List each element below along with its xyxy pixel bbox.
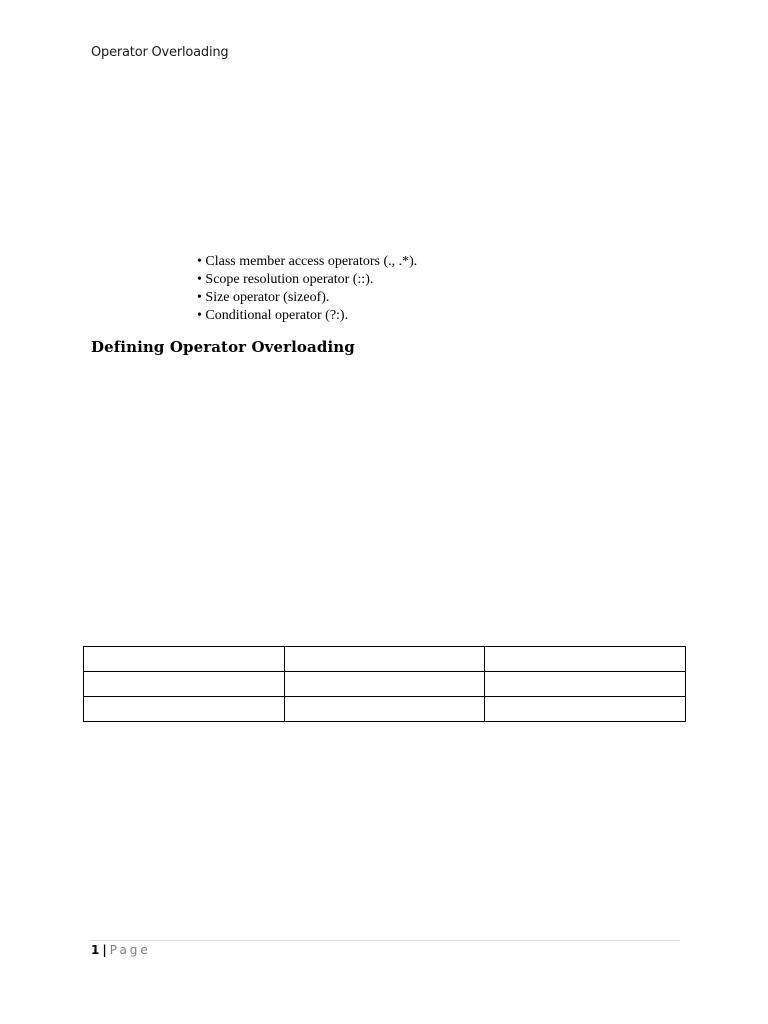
table-cell	[84, 672, 285, 697]
table-cell	[485, 697, 686, 722]
table-cell	[485, 672, 686, 697]
list-item: • Size operator (sizeof).	[197, 289, 417, 307]
page-footer	[91, 943, 151, 957]
footer-divider	[90, 940, 680, 941]
page-label: Page	[109, 943, 151, 957]
footer-separator: |	[102, 943, 107, 957]
table-cell	[84, 647, 285, 672]
page-header-title: Operator Overloading	[91, 45, 229, 60]
table-cell	[485, 647, 686, 672]
page-number: 1	[91, 943, 100, 957]
section-heading: Defining Operator Overloading	[91, 338, 355, 356]
table-cell	[284, 647, 485, 672]
table-cell	[84, 697, 285, 722]
table-row	[84, 647, 686, 672]
table-cell	[284, 672, 485, 697]
table-row	[84, 697, 686, 722]
bullet-list	[197, 253, 417, 325]
list-item: • Conditional operator (?:).	[197, 307, 417, 325]
table-row	[84, 672, 686, 697]
table-cell	[284, 697, 485, 722]
empty-table	[83, 646, 686, 722]
list-item: • Scope resolution operator (::).	[197, 271, 417, 289]
list-item: • Class member access operators (., .*).	[197, 253, 417, 271]
